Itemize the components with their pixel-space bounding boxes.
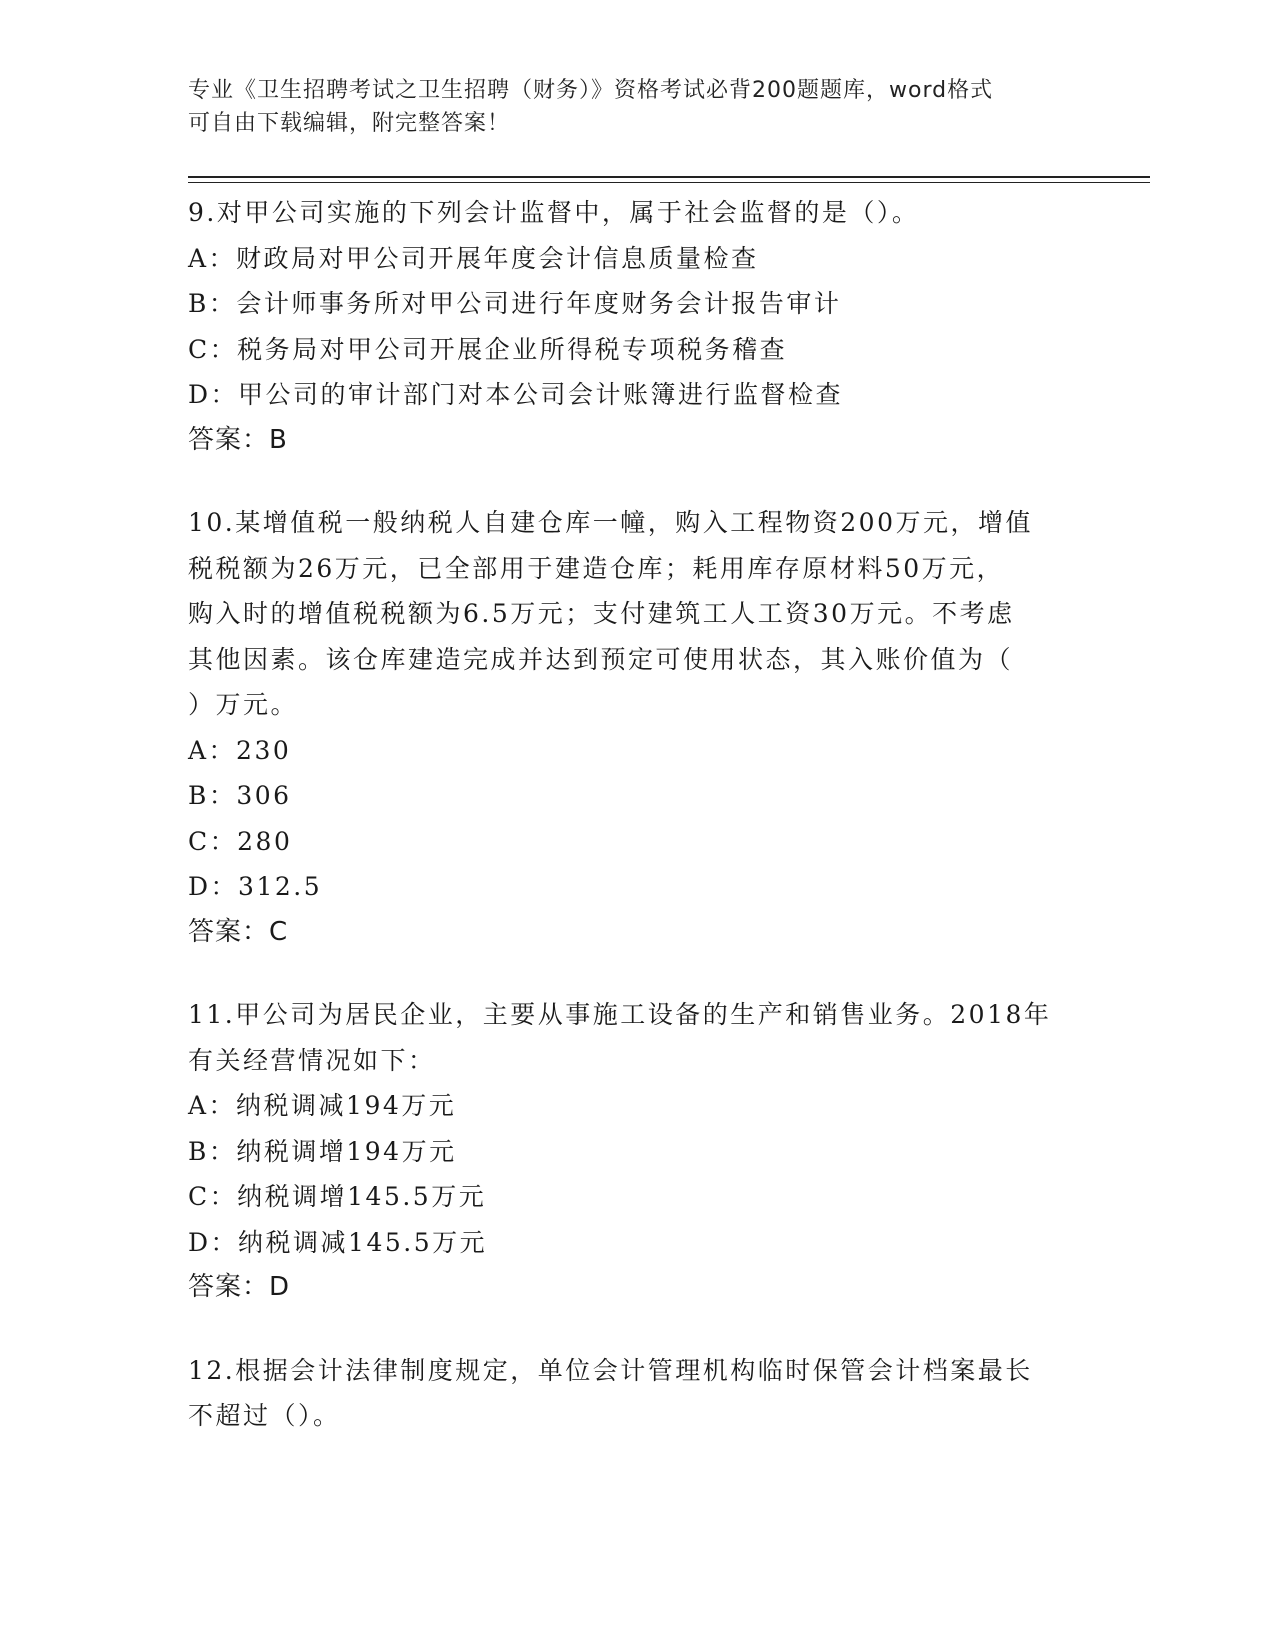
- option-a: A：230: [188, 735, 292, 765]
- question-11: [188, 992, 1088, 1311]
- answer: 答案：B: [188, 424, 288, 455]
- header-line: 专业《卫生招聘考试之卫生招聘（财务）》资格考试必背200题题库，word格式: [188, 78, 994, 103]
- header-line: 可自由下载编辑，附完整答案！: [188, 111, 511, 136]
- question-text: 税税额为26万元，已全部用于建造仓库；耗用库存原材料50万元，: [188, 553, 1005, 583]
- question-text: 10.某增值税一般纳税人自建仓库一幢，购入工程物资200万元，增值: [188, 508, 1033, 537]
- option-a: A：财政局对甲公司开展年度会计信息质量检查: [188, 243, 759, 273]
- question-text: 有关经营情况如下：: [188, 1045, 436, 1075]
- option-d: D：甲公司的审计部门对本公司会计账簿进行监督检查: [188, 380, 844, 409]
- question-list: [188, 190, 1088, 1476]
- question-text: 9.对甲公司实施的下列会计监督中，属于社会监督的是（）。: [188, 198, 920, 227]
- option-c: C：280: [188, 826, 293, 856]
- question-12: [188, 1348, 1088, 1439]
- option-c: C：纳税调增145.5万元: [188, 1182, 487, 1211]
- question-text: 其他因素。该仓库建造完成并达到预定可使用状态，其入账价值为（: [188, 644, 1014, 674]
- question-text: 购入时的增值税税额为6.5万元；支付建筑工人工资30万元。不考虑: [188, 599, 1015, 628]
- document-header: [188, 74, 1088, 140]
- option-b: B：306: [188, 781, 292, 810]
- header-divider-thin: [188, 182, 1150, 183]
- question-9: [188, 190, 1088, 463]
- header-divider-thick: [188, 176, 1150, 178]
- option-b: B：会计师事务所对甲公司进行年度财务会计报告审计: [188, 289, 842, 318]
- question-text: 11.甲公司为居民企业，主要从事施工设备的生产和销售业务。2018年: [188, 1000, 1052, 1029]
- answer: 答案：C: [188, 916, 289, 947]
- option-d: D：312.5: [188, 872, 323, 901]
- option-a: A：纳税调减194万元: [188, 1091, 457, 1120]
- option-c: C：税务局对甲公司开展企业所得税专项税务稽查: [188, 334, 788, 364]
- question-text: 12.根据会计法律制度规定，单位会计管理机构临时保管会计档案最长: [188, 1355, 1033, 1385]
- question-text: ）万元。: [188, 690, 299, 719]
- question-10: [188, 500, 1088, 955]
- answer: 答案：D: [188, 1272, 291, 1302]
- option-b: B：纳税调增194万元: [188, 1136, 457, 1166]
- option-d: D：纳税调减145.5万元: [188, 1227, 488, 1257]
- question-text: 不超过（）。: [188, 1401, 341, 1430]
